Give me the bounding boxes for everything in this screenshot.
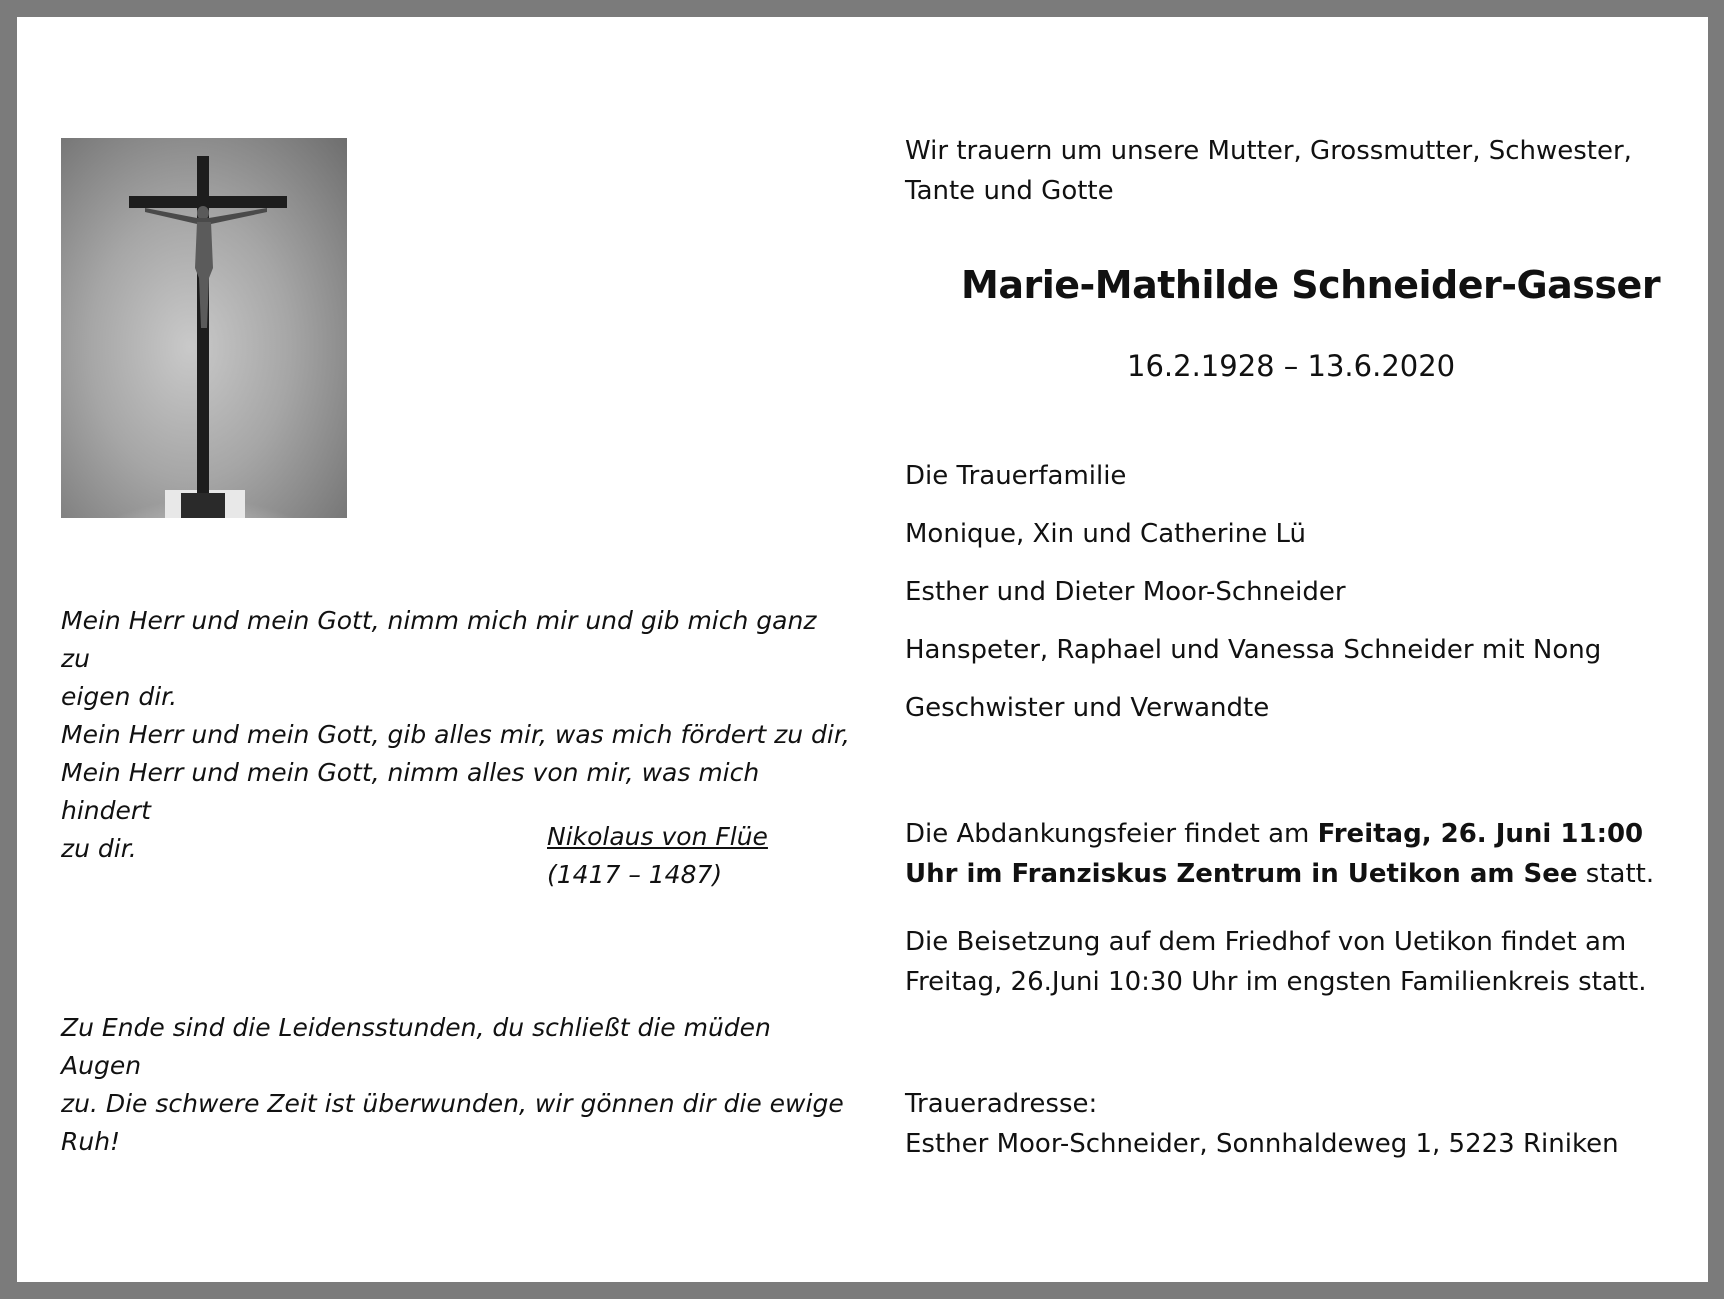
family-line: Monique, Xin und Catherine Lü xyxy=(905,519,1306,549)
prayer-line: Mein Herr und mein Gott, gib alles mir, was mich fördert zu dir, xyxy=(61,720,850,749)
ceremony-prefix: Die Abdankungsfeier findet am xyxy=(905,819,1318,849)
obituary-page xyxy=(17,17,1708,1282)
crucifix-icon xyxy=(61,138,347,518)
verse-line: Zu Ende sind die Leidensstunden, du schließt die müden Augen xyxy=(61,1013,771,1080)
address-text: Esther Moor-Schneider, Sonnhaldeweg 1, 5223 Riniken xyxy=(905,1129,1619,1159)
intro-line: Tante und Gotte xyxy=(905,176,1114,206)
deceased-name: Marie-Mathilde Schneider-Gasser xyxy=(961,263,1661,307)
ceremony-suffix: statt. xyxy=(1577,859,1655,889)
ceremony-notice xyxy=(905,814,1705,894)
mourning-address xyxy=(905,1084,1705,1164)
quote-attribution xyxy=(547,818,768,894)
life-dates: 16.2.1928 – 13.6.2020 xyxy=(1127,349,1456,383)
intro-line: Wir trauern um unsere Mutter, Grossmutter, Schwester, xyxy=(905,136,1632,166)
family-line: Hanspeter, Raphael und Vanessa Schneider mit Nong xyxy=(905,635,1602,665)
burial-line: Die Beisetzung auf dem Friedhof von Uetikon findet am xyxy=(905,927,1627,957)
family-line: Esther und Dieter Moor-Schneider xyxy=(905,577,1346,607)
verse-quote xyxy=(61,1009,851,1161)
prayer-line: eigen dir. xyxy=(61,682,178,711)
prayer-line: Mein Herr und mein Gott, nimm alles von mir, was mich hindert xyxy=(61,758,760,825)
burial-notice xyxy=(905,922,1705,1002)
attribution-years: (1417 – 1487) xyxy=(547,860,723,889)
verse-line: zu. Die schwere Zeit ist überwunden, wir gönnen dir die ewige xyxy=(61,1089,844,1118)
intro-text xyxy=(905,131,1695,211)
family-line: Geschwister und Verwandte xyxy=(905,693,1270,723)
burial-line: Freitag, 26.Juni 10:30 Uhr im engsten Familienkreis statt. xyxy=(905,967,1647,997)
ceremony-place: Uhr im Franziskus Zentrum in Uetikon am See xyxy=(905,859,1578,889)
crucifix-photo xyxy=(61,138,347,518)
address-label: Traueradresse: xyxy=(905,1089,1098,1119)
prayer-line: Mein Herr und mein Gott, nimm mich mir und gib mich ganz zu xyxy=(61,606,817,673)
verse-line: Ruh! xyxy=(61,1127,121,1156)
ceremony-date: Freitag, 26. Juni 11:00 xyxy=(1317,819,1644,849)
family-line: Die Trauerfamilie xyxy=(905,461,1127,491)
attribution-name: Nikolaus von Flüe xyxy=(547,822,768,851)
prayer-line: zu dir. xyxy=(61,834,137,863)
